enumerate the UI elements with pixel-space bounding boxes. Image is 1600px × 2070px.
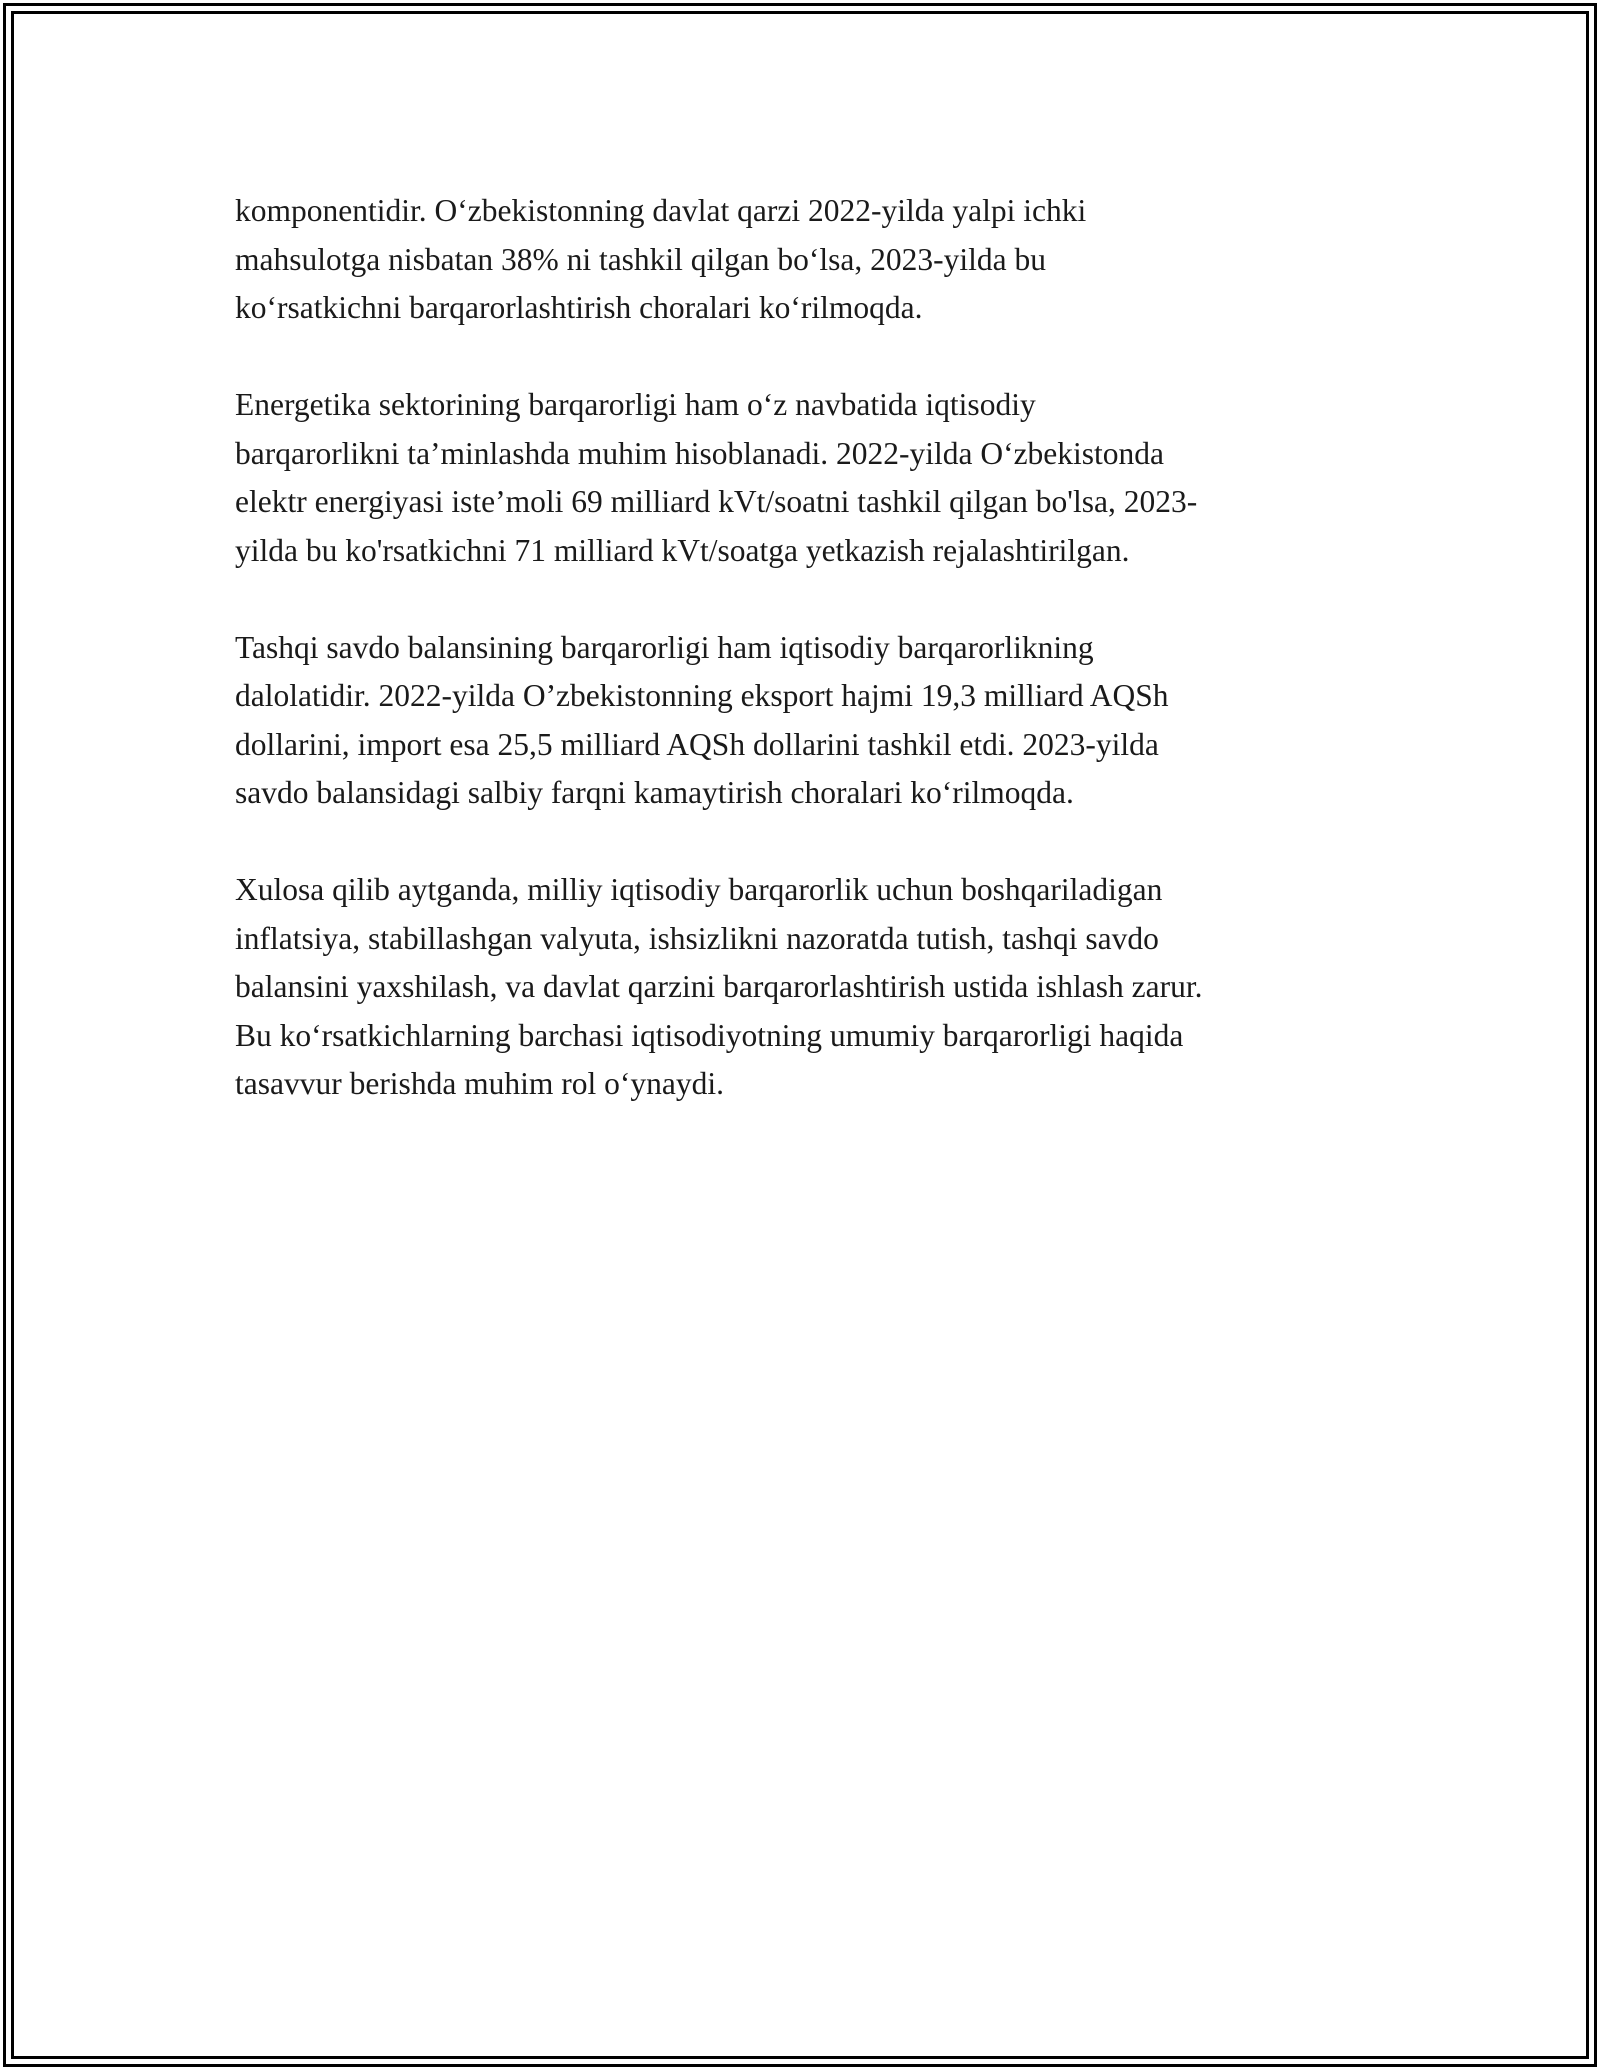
document-body <box>235 187 1395 1157</box>
paragraph-energy-sector: Energetika sektorining barqarorligi ham o‘z navbatida iqtisodiy barqarorlikni ta’minlashda muhim hisoblanadi. 2022-yilda O‘zbekistonda elektr energiyasi iste’moli 69 milliard kVt/soatni tashkil qilgan bo'lsa, 2023- yilda bu ko'rsatkichni 71 milliard kVt/soatga yetkazish rejalashtirilgan. <box>235 387 1198 568</box>
paragraph-public-debt: komponentidir. O‘zbekistonning davlat qarzi 2022-yilda yalpi ichki mahsulotga nisbatan 38% ni tashkil qilgan bo‘lsa, 2023-yilda bu ko‘rsatkichni barqarorlashtirish choralari ko‘rilmoqda. <box>235 193 1087 325</box>
paragraph-conclusion: Xulosa qilib aytganda, milliy iqtisodiy barqarorlik uchun boshqariladigan inflatsiya, stabillashgan valyuta, ishsizlikni nazoratda tutish, tashqi savdo balansini yaxshilash, va davlat qarzini barqarorlashtirish ustida ishlash zarur. Bu ko‘rsatkichlarning barchasi iqtisodiyotning umumiy barqarorligi haqida tasavvur berishda muhim rol o‘ynaydi. <box>235 872 1203 1101</box>
paragraph-foreign-trade: Tashqi savdo balansining barqarorligi ham iqtisodiy barqarorlikning dalolatidir. 2022-yilda O’zbekistonning eksport hajmi 19,3 milliard AQSh dollarini, import esa 25,5 milliard AQSh dollarini tashkil etdi. 2023-yilda savdo balansidagi salbiy farqni kamaytirish choralari ko‘rilmoqda. <box>235 629 1169 810</box>
